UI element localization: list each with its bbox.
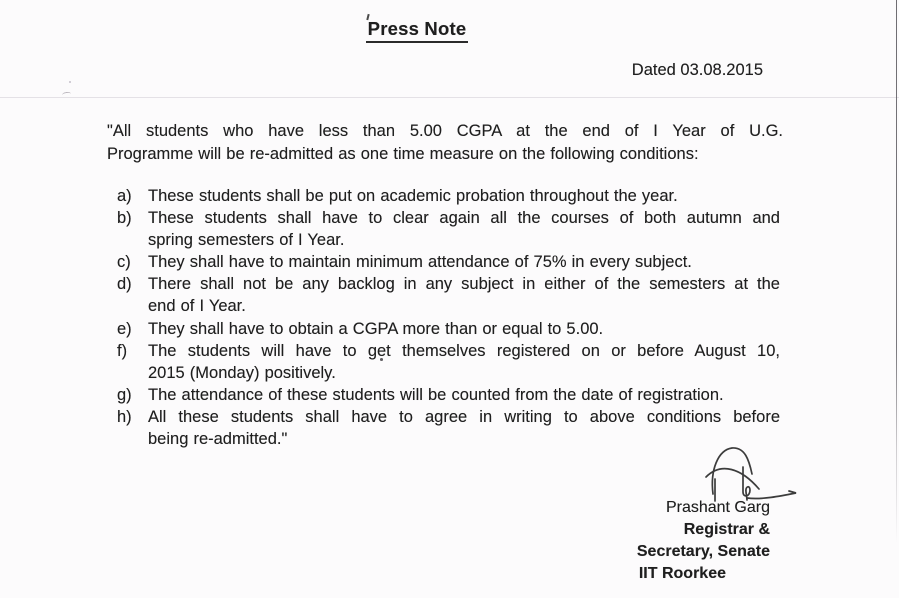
condition-text (148, 318, 780, 340)
condition-marker: d) (117, 275, 132, 294)
scan-line-artifact (0, 97, 899, 98)
condition-text (148, 207, 780, 251)
text-line: end of I Year. (148, 297, 246, 316)
conditions-list (117, 185, 780, 450)
text-line: These students shall be put on academic probation throughout the year. (148, 187, 678, 205)
text-line: They shall have to maintain minimum attendance of 75% in every subject. (148, 253, 692, 272)
condition-item (117, 318, 780, 340)
page-title (366, 18, 469, 43)
text-line: spring semesters of I Year. (148, 231, 345, 250)
text-line: Programme will be re-admitted as one time measure on the following conditions: (107, 144, 699, 163)
condition-text (148, 406, 780, 450)
condition-text (148, 273, 780, 317)
text-line: These students shall have to clear again all the courses of both autumn and (148, 209, 780, 228)
condition-text (148, 185, 780, 207)
condition-marker: a) (117, 187, 132, 205)
signatory-title-secretary: Secretary, Senate (636, 543, 770, 560)
text-line: They shall have to obtain a CGPA more than or equal to 5.00. (148, 319, 604, 338)
signatory-name: Prashant Garg (665, 499, 770, 516)
text-line: 2015 (Monday) positively. (148, 363, 336, 382)
text-line: "All students who have less than 5.00 CGPA at the end of I Year of U.G. (107, 122, 783, 140)
condition-marker: f) (117, 341, 128, 360)
condition-item (117, 273, 780, 317)
date-line: Dated 03.08.2015 (631, 61, 763, 79)
condition-marker: e) (117, 319, 132, 338)
intro-paragraph (107, 120, 783, 165)
condition-item (117, 406, 780, 450)
scan-speck (69, 81, 71, 83)
condition-text (148, 251, 780, 273)
signatory-org: IIT Roorkee (638, 565, 726, 582)
condition-marker: h) (117, 407, 132, 426)
condition-item (117, 340, 780, 384)
condition-item (117, 251, 780, 273)
right-edge-scan-artifact (896, 0, 898, 560)
condition-item (117, 207, 780, 251)
condition-text (148, 384, 780, 406)
text-line: The attendance of these students will be counted from the date of registration. (148, 385, 724, 404)
page-title-text: Press Note (367, 18, 467, 39)
handwritten-signature-icon (699, 444, 799, 502)
condition-text (148, 340, 780, 384)
condition-marker: g) (117, 385, 132, 404)
condition-item (117, 185, 780, 207)
text-line: There shall not be any backlog in any subject in either of the semesters at the (148, 275, 780, 294)
condition-marker: b) (117, 209, 132, 228)
condition-marker: c) (117, 253, 131, 272)
signatory-title-registrar: Registrar & (683, 521, 770, 538)
signature-block (637, 497, 770, 585)
title-row (0, 18, 834, 43)
text-line: The students will have to get themselves registered on or before August 10, (148, 341, 780, 360)
text-line: All these students shall have to agree in writing to above conditions before (148, 407, 780, 426)
condition-item (117, 384, 780, 406)
text-line: being re-admitted." (148, 430, 288, 449)
